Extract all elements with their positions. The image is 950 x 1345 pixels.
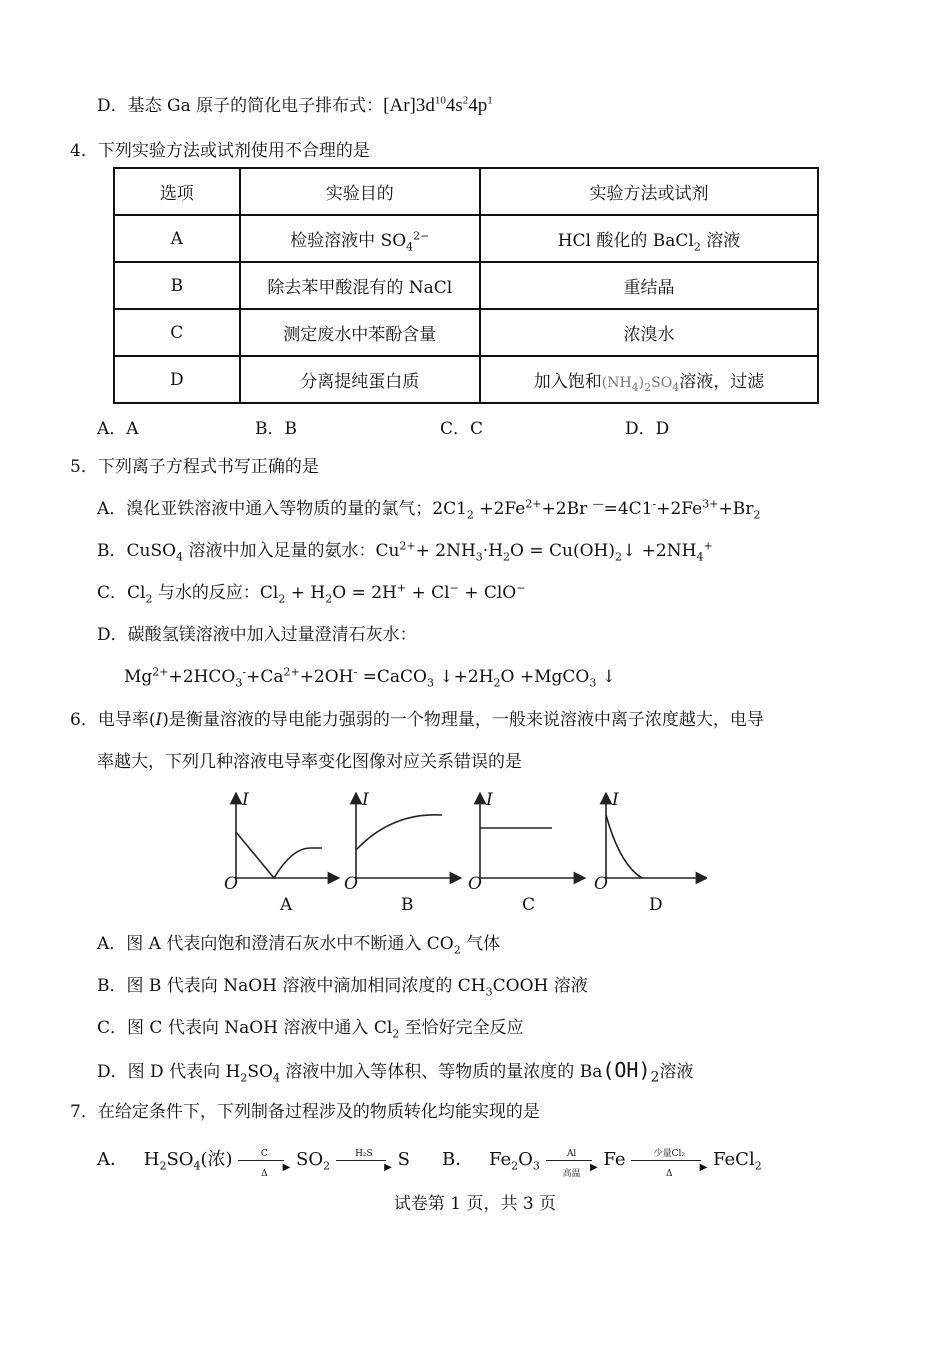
q5-option-c: C．$Cl_2$ 与水的反应：$Cl_2 + H_2O = 2H^+ + Cl^- + ClO^-$	[97, 581, 526, 606]
row-method: 重结晶	[480, 262, 818, 309]
graph-b	[356, 798, 456, 878]
q5-option-d: D．碳酸氢镁溶液中加入过量澄清石灰水：	[97, 625, 417, 645]
row-option: A	[114, 215, 240, 262]
graph-d-origin: O	[594, 874, 608, 894]
table-row	[114, 309, 818, 356]
graph-d-label: D	[649, 895, 663, 915]
graph-d-y-label: I	[612, 790, 619, 810]
table-row	[114, 262, 818, 309]
page-footer: 试卷第 1 页，共 3 页	[393, 1194, 557, 1214]
arrow-icon: Al ▶ 高温	[546, 1148, 598, 1172]
row-option: C	[114, 309, 240, 356]
q4-table	[113, 167, 819, 404]
header-option: 选项	[114, 168, 240, 215]
header-goal: 实验目的	[240, 168, 480, 215]
graphs-svg	[222, 790, 707, 918]
graph-a	[236, 798, 334, 878]
graph-c-y-label: I	[486, 790, 493, 810]
header-method: 实验方法或试剂	[480, 168, 818, 215]
table-row	[114, 356, 818, 403]
q7-option-b: B． $Fe_2O_3$ Al ▶ 高温 Fe 少量Cl₂ ▶ Δ FeCl$_2$	[442, 1149, 762, 1179]
q4-answer-a: A．A	[97, 419, 139, 439]
row-goal: 测定废水中苯酚含量	[240, 309, 480, 356]
q6-option-d: D．图 D 代表向 $H_2SO_4$ 溶液中加入等体积、等物质的量浓度的 $Ba(OH)_2$溶液	[97, 1058, 694, 1086]
row-goal: 除去苯甲酸混有的 NaCl	[240, 262, 480, 309]
table-row	[114, 215, 818, 262]
graph-a-curve	[236, 832, 322, 878]
row-method: HCl 酸化的 BaCl$_2$ 溶液	[480, 215, 818, 262]
q4-stem: 4．下列实验方法或试剂使用不合理的是	[70, 141, 370, 161]
q7-option-a: A． $H_2SO_4$(浓) C ▶ Δ $SO_2$ H₂S ▶ S	[97, 1149, 410, 1179]
q6-option-c: C．图 C 代表向 NaOH 溶液中通入 $Cl_2$ 至恰好完全反应	[97, 1018, 524, 1041]
q4-answer-d: D．D	[625, 419, 670, 439]
q6-option-a: A．图 A 代表向饱和澄清石灰水中不断通入 $CO_2$ 气体	[97, 934, 501, 957]
q6-option-b: B．图 B 代表向 NaOH 溶液中滴加相同浓度的 $CH_3COOH$ 溶液	[97, 976, 588, 999]
q5-stem: 5．下列离子方程式书写正确的是	[70, 457, 319, 477]
graph-c	[480, 798, 580, 878]
q5-option-a: A．溴化亚铁溶液中通入等物质的量的氯气；$2C1_2 +2Fe^{2+}+2Br$ $^—=4C1^-+2Fe^{3+}+Br_2$	[97, 497, 761, 522]
q4-answer-b: B．B	[255, 419, 297, 439]
q6-stem-line1: 6．电导率(I)是衡量溶液的导电能力强弱的一个物理量，一般来说溶液中离子浓度越大，电导	[70, 710, 764, 730]
q4-answer-c: C．C	[440, 419, 484, 439]
q3-option-d: D．基态 Ga 原子的简化电子排布式：$[Ar]3d^{10}4s^24p^1$	[97, 94, 493, 116]
arrow-icon: H₂S ▶	[336, 1148, 392, 1172]
q5-option-d-equation: $Mg^{2+}+2HCO_3^-+Ca^{2+}+2OH^-$ =CaCO$_3$ $↓+2H_2O$ +MgCO$_3$ ↓	[124, 665, 617, 690]
graph-d	[606, 798, 702, 878]
graph-d-curve	[606, 815, 642, 878]
graph-a-y-label: I	[242, 790, 249, 810]
arrow-icon: 少量Cl₂ ▶ Δ	[631, 1148, 707, 1172]
row-option: D	[114, 356, 240, 403]
graph-a-label: A	[280, 895, 293, 915]
graph-c-label: C	[522, 895, 536, 915]
row-goal: 检验溶液中 $SO_4^{2-}$	[240, 215, 480, 262]
q5-option-b: B．CuSO$_4$ 溶液中加入足量的氨水：$Cu^{2+}+ 2NH_3\cdot H_2O$ = $Cu(OH)_2↓ +2NH_4^+$	[97, 539, 713, 564]
row-method: 加入饱和$(NH_4)_2SO_4$溶液，过滤	[480, 356, 818, 403]
row-option: B	[114, 262, 240, 309]
graph-a-origin: O	[224, 874, 238, 894]
conductivity-graphs	[222, 790, 707, 918]
arrow-icon: C ▶ Δ	[238, 1148, 290, 1172]
graph-b-origin: O	[344, 874, 358, 894]
graph-b-curve	[356, 815, 442, 850]
table-header-row	[114, 168, 818, 215]
graph-b-y-label: I	[362, 790, 369, 810]
q6-stem-line2: 率越大，下列几种溶液电导率变化图像对应关系错误的是	[97, 752, 522, 772]
row-method: 浓溴水	[480, 309, 818, 356]
graph-b-label: B	[401, 895, 414, 915]
q7-stem: 7．在给定条件下，下列制备过程涉及的物质转化均能实现的是	[70, 1102, 540, 1122]
row-goal: 分离提纯蛋白质	[240, 356, 480, 403]
graph-c-origin: O	[468, 874, 482, 894]
